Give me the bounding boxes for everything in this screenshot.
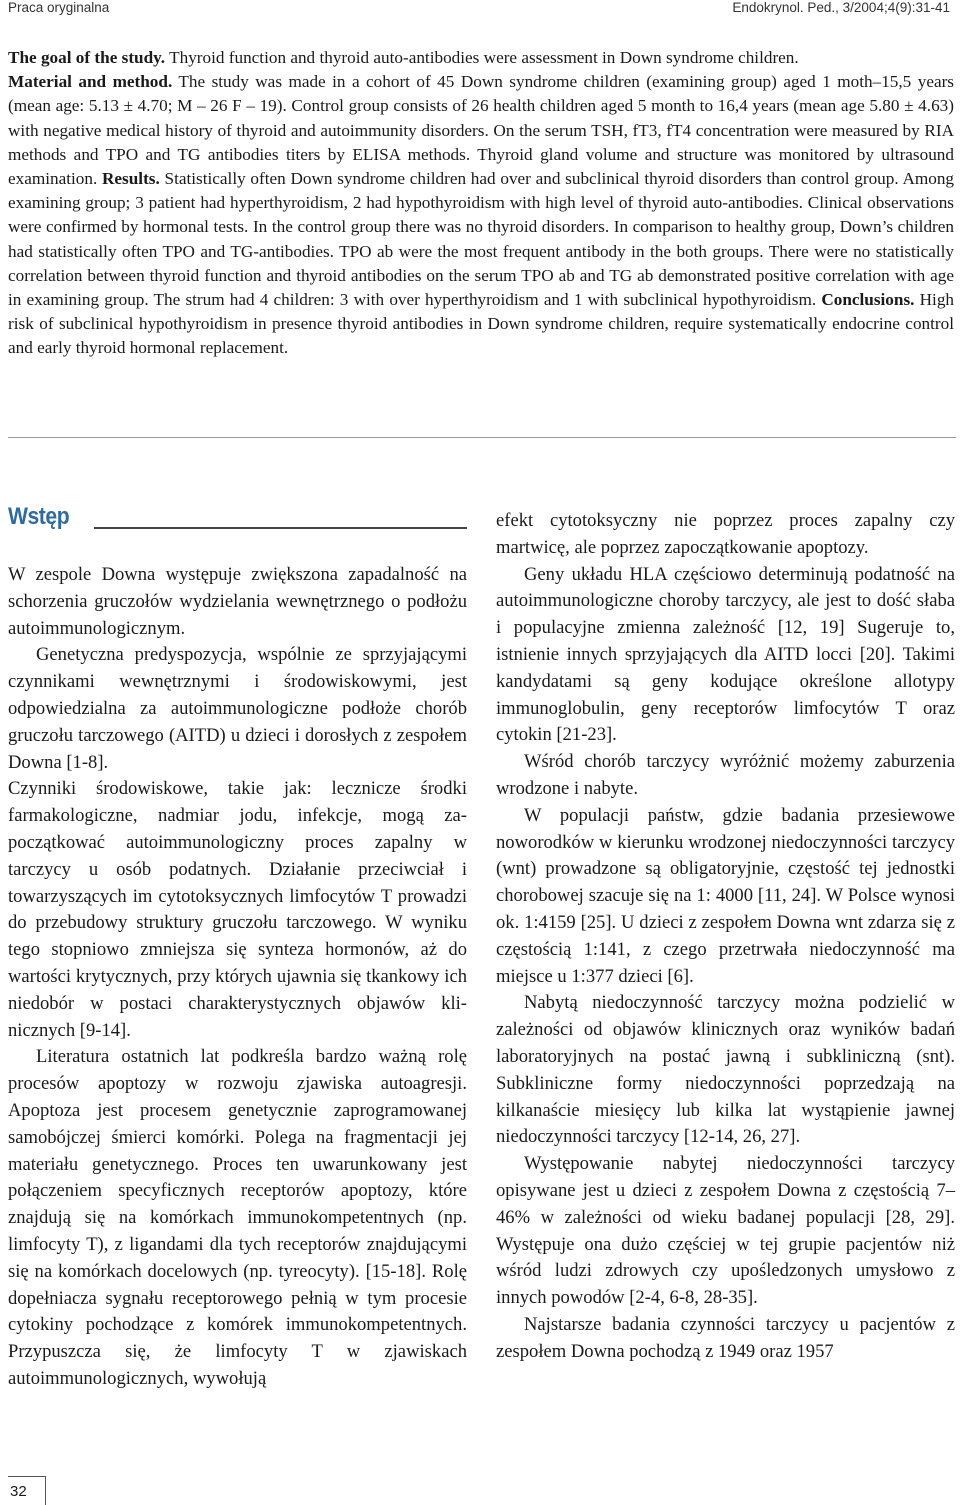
abstract-conclusions-text: High risk of subclinical hypothyroidism in presence thyroid antibodies in Down syndrome children, require systematically endocrine control and early thyroid hormonal replacement. bbox=[8, 290, 955, 358]
running-header bbox=[8, 0, 950, 20]
left-column bbox=[8, 562, 467, 1393]
paragraph: Geny układu HLA częściowo determinują podatność na autoimmunologiczne choroby tarczycy, ale jest to dość słaba i populacyjne zmienna zależność [12, 19] Sugeruje to, istnienie innych sprzyjających dla AITD locci [20]. Takimi kandydatami są geny kodujące określone allotypy immunoglobulin, geny receptorów limfocytów T oraz cytokin [21-23]. bbox=[496, 563, 955, 746]
paragraph: W zespole Downa występuje zwiększona zapadalność na schorzenia gruczołów wydzielania wewnętrznego o podłożu autoimmunologicznym. bbox=[8, 564, 467, 639]
paragraph: Genetyczna predyspozycja, wspólnie ze sprzyjającymi czynnikami wewnętrznymi i środowiskowymi, jest odpowiedzialna za autoimmunologiczne podłoże chorób gruczołu tarczowego (AITD) u dzieci i dorosłych z zespołem Downa [1-8]. bbox=[8, 644, 467, 773]
abstract-method-label: Material and method. bbox=[8, 72, 173, 92]
abstract bbox=[8, 46, 954, 361]
section-heading bbox=[8, 503, 467, 537]
section-title: Wstęp bbox=[8, 503, 70, 530]
paragraph: Wśród chorób tarczycy wyróżnić możemy zaburzenia wrodzone i nabyte. bbox=[496, 751, 955, 799]
header-section-label: Praca oryginalna bbox=[8, 0, 110, 15]
abstract-goal-text: Thyroid function and thyroid auto-antibodies were assessment in Down syndrome children. bbox=[165, 48, 799, 67]
page-number: 32 bbox=[8, 1476, 46, 1505]
paragraph: Literatura ostatnich lat podkreśla bardzo ważną rolę procesów apoptozy w rozwoju zjawiska autoagresji. Apoptoza jest procesem genetycznie zaprogramowanej samobójczej śmierci komórki. Polega na fragmentacji jej materiału genetycznego. Proces ten uwarunkowany jest połączeniem specyficznych receptorów apoptozy, które znajdują się na komórkach immunokompetentnych (np. limfocyty T), z ligandami dla tych receptorów znajdującymi się na komórkach docelowych (np. tyreocyty). [15-18]. Rolę dopełniacza sygnału receptorowego pełnią w tym procesie cytokiny pochodzące z komórek immunokompetentnych. Przypuszcza się, że limfocyty T w zjawiskach autoimmunologicznych, wywołują bbox=[8, 1046, 467, 1389]
paragraph: Czynniki środowiskowe, takie jak: lecznicze środki farmakologiczne, nadmiar jodu, infekcje, mogą zapoczątkować autoimmunologiczny proces zapalny w tarczycy u osób podatnych. Działanie przeciwciał i towarzyszących im cytotoksycznych limfocytów T prowadzi do przebudowy struktury gruczołu tarczowego. W wyniku tego stopniowo zmniejsza się synteza hormonów, aż do wartości krytycznych, przy których ujawnia się tkankowy ich niedobór w postaci charakterystycznych objawów klinicznych [9-14]. bbox=[8, 778, 467, 1041]
paragraph: W populacji państw, gdzie badania przesiewowe noworodków w kierunku wrodzonej niedoczynności tarczycy (wnt) prowadzone są obligatoryjnie, częstość tej jednostki chorobowej szacuje się na 1: 4000 [11, 24]. W Polsce wynosi ok. 1:4159 [25]. U dzieci z zespołem Downa wnt zdarza się z częstością 1:141, z czego przetrwała niedoczynność ma miejsce u 1:377 dzieci [6]. bbox=[496, 804, 955, 987]
abstract-results-text: Statistically often Down syndrome children had over and subclinical thyroid disorders than control group. Among examining group; 3 patient had hyperthyroidism, 2 had hypothyroidism with high level of thyroid auto-antibodies. Clinical observations were confirmed by hormonal tests. In the control group there was no thyroid disorders. In comparison to healthy group, Down’s children had statistically often TPO and TG-antibodies. TPO ab were the most frequent antibody in the both groups. There were no statistically correlation between thyroid function and thyroid antibodies on the serum TPO ab and TG ab demonstrated positive correlation with age in examining group. The strum had 4 children: 3 with over hyperthyroidism and 1 with subclinical hypothyroidism. bbox=[8, 169, 955, 310]
abstract-goal-label: The goal of the study. bbox=[8, 48, 166, 67]
abstract-method-text: The study was made in a cohort of 45 Down syndrome children (examining group) aged 1 moth–15,5 years (mean age: 5.13 ± 4.70; M – 26 F – 19). Control group consists of 26 health children aged 5 month to 16,4 years (mean age 5.80 ± 4.63) with negative medical history of thyroid and autoimmunity disorders. On the serum TSH, fT3, fT4 concentration were measured by RIA methods and TPO and TG antibodies titers by ELISA methods. Thyroid gland volume and structure was monitored by ultrasound examination. bbox=[8, 72, 954, 189]
paragraph: Nabytą niedoczynność tarczycy można podzielić w zależności od objawów klinicznych oraz wyników badań laboratoryjnych na postać jawną i subkliniczną (snt). Subkliniczne formy niedoczynności poprzedzają na kilkanaście miesięcy lub kilka lat wystąpienie jawnej niedoczynności tarczycy [12-14, 26, 27]. bbox=[496, 992, 955, 1148]
abstract-divider bbox=[8, 437, 956, 438]
header-citation: Endokrynol. Ped., 3/2004;4(9):31-41 bbox=[732, 0, 950, 15]
paragraph: Najstarsze badania czynności tarczycy u pacjentów z zespołem Downa pochodzą z 1949 oraz 1957 bbox=[496, 1313, 955, 1362]
abstract-results-label: Results. bbox=[102, 169, 160, 189]
section-title-underline bbox=[94, 527, 467, 529]
paragraph: efekt cytotoksyczny nie poprzez proces zapalny czy martwicę, ale poprzez zapoczątkowanie apoptozy. bbox=[496, 510, 955, 558]
paragraph: Występowanie nabytej niedoczynności tarczycy opisywane jest u dzieci z zespołem Downa z częstością 7–46% w zależności od wieku badanej populacji [28, 29]. Występuje ona dużo częściej w tej grupie pacjentów niż wśród ludzi zdrowych czy upośledzonych umysłowo z innych powodów [2-4, 6-8, 28-35]. bbox=[496, 1153, 955, 1309]
abstract-conclusions-label: Conclusions. bbox=[821, 290, 915, 310]
right-column bbox=[496, 508, 955, 1366]
